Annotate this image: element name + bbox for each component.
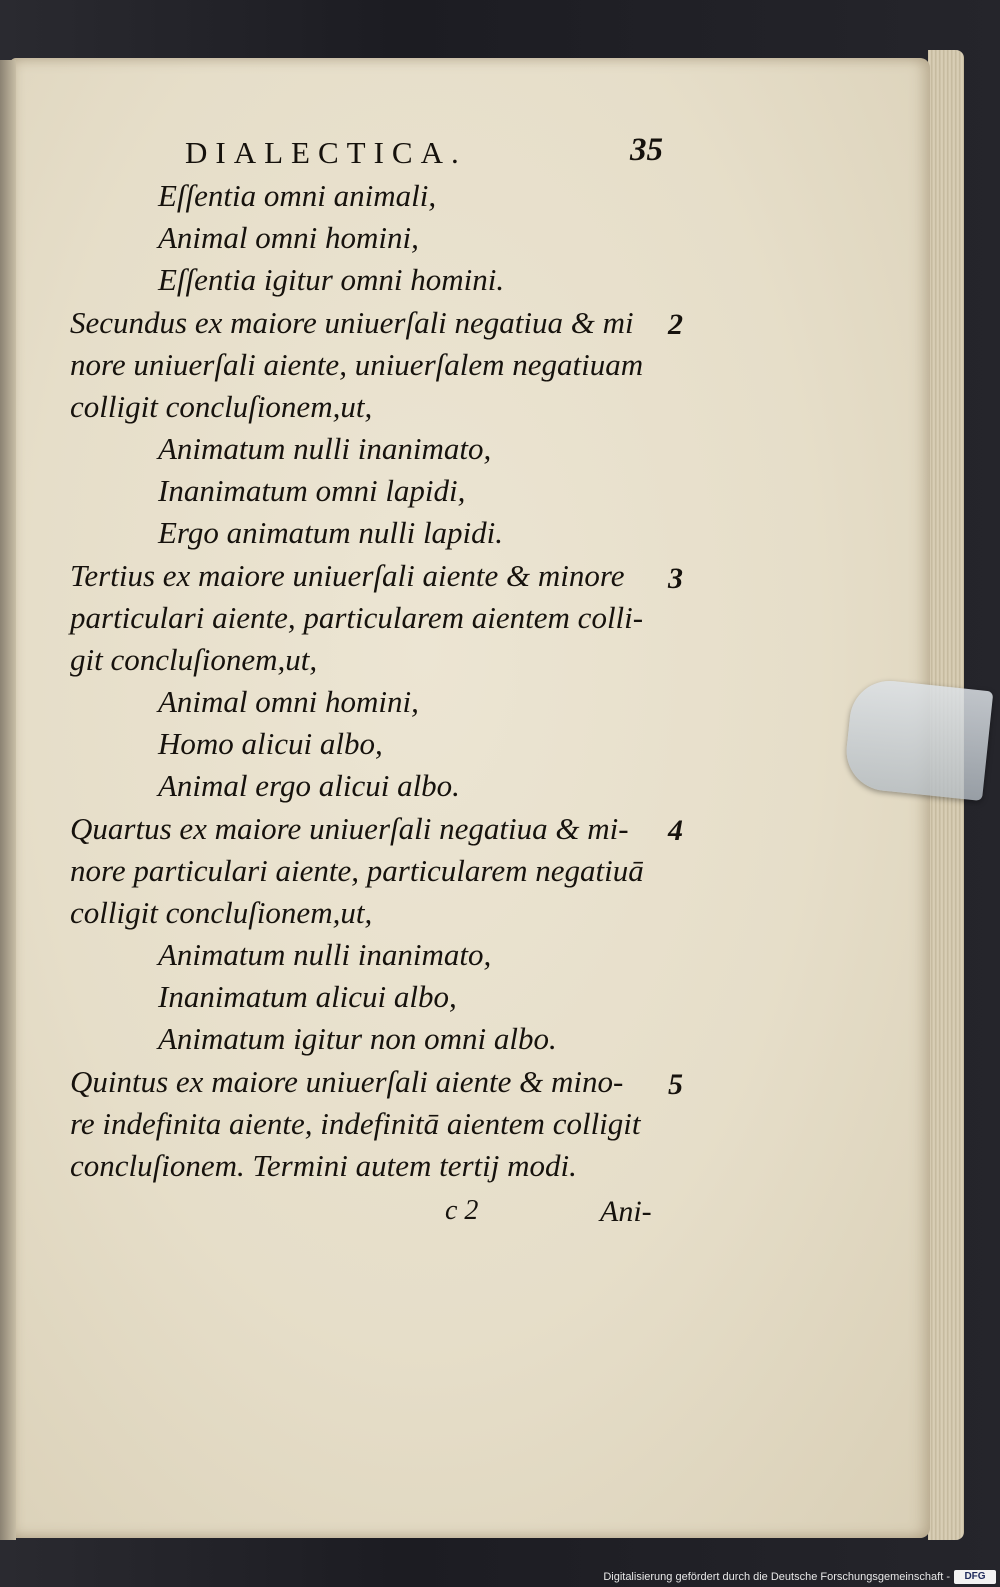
text-line: git concluſionem,ut, xyxy=(70,642,318,677)
text-line: Tertius ex maiore uniuerſali aiente & minore xyxy=(70,558,625,593)
signature-mark: c 2 xyxy=(445,1195,479,1226)
text-line: concluſionem. Termini autem tertij modi. xyxy=(70,1148,577,1183)
text-line: Animatum igitur non omni albo. xyxy=(158,1021,557,1056)
text-line: Ergo animatum nulli lapidi. xyxy=(158,515,504,550)
text-line: nore uniuerſali aiente, uniuerſalem negatiuam xyxy=(70,347,644,382)
margin-number: 4 xyxy=(668,814,683,847)
text-line: Animal ergo alicui albo. xyxy=(158,768,460,803)
text-line: colligit concluſionem,ut, xyxy=(70,389,373,424)
margin-number: 2 xyxy=(668,308,683,341)
text-line: Animal omni homini, xyxy=(158,220,419,255)
running-head: DIALECTICA. xyxy=(185,135,467,170)
dfg-logo: DFG xyxy=(954,1570,996,1584)
text-line: Inanimatum omni lapidi, xyxy=(158,473,466,508)
text-line: colligit concluſionem,ut, xyxy=(70,895,373,930)
text-line: re indefinita aiente, indefinitā aientem colligit xyxy=(70,1106,641,1141)
text-line: Eſſentia omni animali, xyxy=(158,178,437,213)
text-line: Inanimatum alicui albo, xyxy=(158,979,457,1014)
catchword: Ani- xyxy=(600,1195,652,1228)
page-number: 35 xyxy=(630,132,663,168)
page-gutter xyxy=(0,60,16,1540)
text-line: Secundus ex maiore uniuerſali negatiua & mi xyxy=(70,305,634,340)
margin-number: 5 xyxy=(668,1068,683,1101)
margin-number: 3 xyxy=(668,562,683,595)
text-line: Animatum nulli inanimato, xyxy=(158,431,492,466)
text-line: particulari aiente, particularem aientem colli- xyxy=(70,600,644,635)
text-line: Quartus ex maiore uniuerſali negatiua & mi- xyxy=(70,811,629,846)
text-line: Quintus ex maiore uniuerſali aiente & mino- xyxy=(70,1064,624,1099)
page-clip xyxy=(843,677,994,801)
text-line: Homo alicui albo, xyxy=(158,726,383,761)
digitization-credit: Digitalisierung gefördert durch die Deutsche Forschungsgemeinschaft - xyxy=(603,1571,950,1583)
text-line: Animatum nulli inanimato, xyxy=(158,937,492,972)
text-line: Animal omni homini, xyxy=(158,684,419,719)
text-line: nore particulari aiente, particularem negatiuā xyxy=(70,853,644,888)
text-line: Eſſentia igitur omni homini. xyxy=(158,262,505,297)
